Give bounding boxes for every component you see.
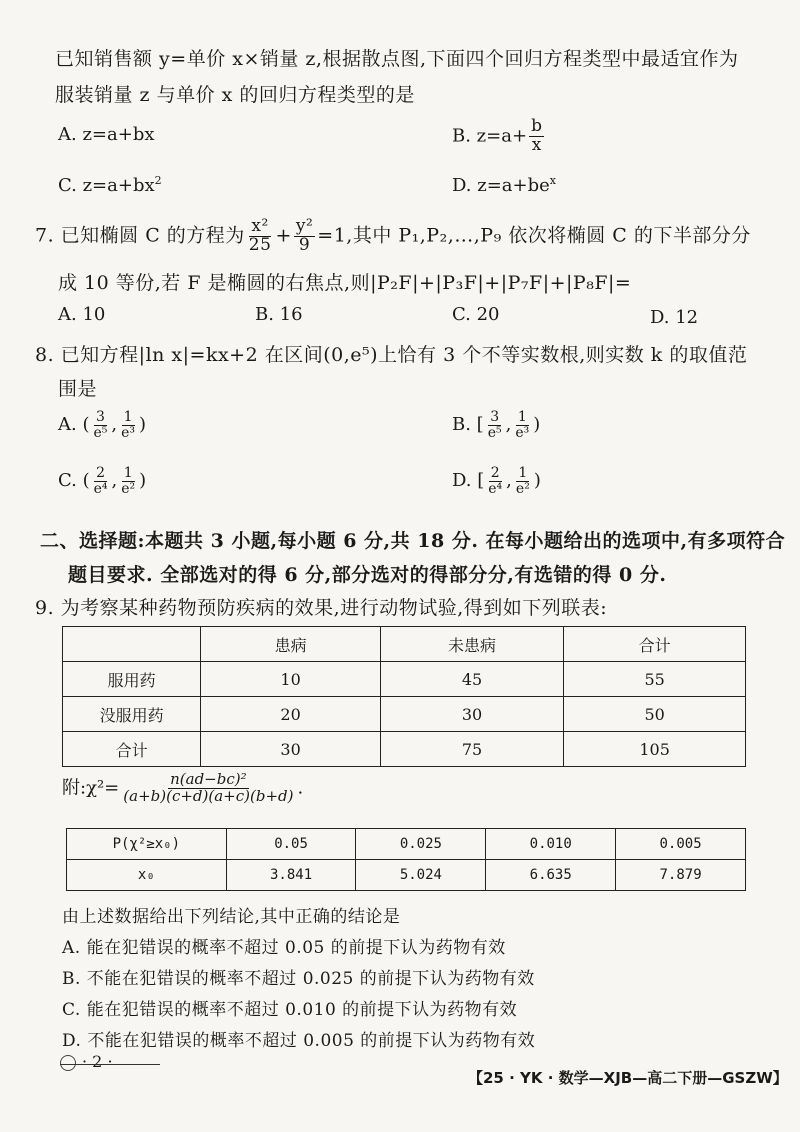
q7-prefix: 7. 已知椭圆 C 的方程为 xyxy=(35,224,245,247)
formula-prefix: 附:χ²= xyxy=(62,777,120,799)
table-cell: 0.010 xyxy=(486,829,616,860)
table-cell: P(χ²≥x₀) xyxy=(67,829,227,860)
table-header-cell xyxy=(63,627,201,662)
formula-fraction xyxy=(121,772,295,805)
section-2-heading-line-1: 二、选择题:本题共 3 小题,每小题 6 分,共 18 分. 在每小题给出的选项中,有多项符合 xyxy=(40,530,786,552)
q9-option-d: D. 不能在犯错误的概率不超过 0.005 的前提下认为药物有效 xyxy=(62,1031,536,1051)
q7-line-1 xyxy=(35,218,751,255)
table-row xyxy=(63,732,746,767)
q8-option-b-suffix: ) xyxy=(533,414,541,436)
q9-intro: 9. 为考察某种药物预防疾病的效果,进行动物试验,得到如下列联表: xyxy=(35,597,608,619)
table-header-row xyxy=(63,627,746,662)
q9-option-b: B. 不能在犯错误的概率不超过 0.025 的前提下认为药物有效 xyxy=(62,969,535,989)
q8-option-d: D. [ $\frac{2}{\text{e⁴}}$ , $\frac{1}{\text{e²}}$ ) xyxy=(452,465,541,497)
q7-fraction-x-numerator: x² xyxy=(251,216,269,236)
table-cell: 30 xyxy=(201,732,381,767)
table-cell: 0.005 xyxy=(616,829,746,860)
table-header-cell: 未患病 xyxy=(380,627,563,662)
q8-option-c-suffix: ) xyxy=(139,470,147,492)
q8-option-c-numerator-1: 2 xyxy=(96,465,106,481)
q8-option-b-fraction-1 xyxy=(486,410,504,440)
critical-values-table xyxy=(66,828,746,891)
q6-option-b-prefix: B. z=a+ xyxy=(452,125,528,147)
q7-fraction-y-numerator: y² xyxy=(295,216,314,236)
table-cell: 0.025 xyxy=(356,829,486,860)
table-cell: 合计 xyxy=(63,732,201,767)
q8-option-d-fraction-1 xyxy=(486,466,504,496)
q7-option-b: B. 16 xyxy=(255,304,303,325)
table-cell: x₀ xyxy=(67,860,227,891)
footer-rule xyxy=(60,1064,160,1065)
table-header-cell: 患病 xyxy=(201,627,381,662)
footer-code: 【25 · YK · 数学—XJB—高二下册—GSZW】 xyxy=(468,1069,788,1087)
q8-option-c-fraction-1 xyxy=(92,466,110,496)
q6-option-a: A. z=a+bx xyxy=(58,124,155,145)
table-header-cell: 合计 xyxy=(564,627,746,662)
q8-option-c-prefix: C. ( xyxy=(58,470,90,492)
table-row xyxy=(63,697,746,732)
q8-option-d-fraction-2 xyxy=(514,466,532,496)
q8-option-b: B. [ $\frac{3}{\text{e⁵}}$ , $\frac{1}{\text{e³}}$ ) xyxy=(452,409,541,441)
q7-fraction-x xyxy=(247,218,274,255)
formula-denominator: (a+b)(c+d)(a+c)(b+d) xyxy=(123,786,294,805)
table-cell: 6.635 xyxy=(486,860,616,891)
q8-option-a-suffix: ) xyxy=(139,414,147,436)
q8-option-c-numerator-2: 1 xyxy=(123,465,133,481)
q8-option-c-fraction-2 xyxy=(119,466,137,496)
q8-option-a-denominator-1: e⁵ xyxy=(93,424,108,441)
formula-suffix: . xyxy=(297,777,304,799)
q6-line-1: 已知销售额 y=单价 x×销量 z,根据散点图,下面四个回归方程类型中最适宜作为 xyxy=(55,48,739,70)
table-row xyxy=(67,829,746,860)
table-cell: 105 xyxy=(564,732,746,767)
q6-option-d-text: D. z=a+be xyxy=(452,175,550,196)
q6-option-b-numerator: b xyxy=(531,116,542,136)
q8-option-b-numerator-1: 3 xyxy=(490,409,500,425)
publisher-logo-icon xyxy=(60,1055,76,1071)
q7-fraction-y-denominator: 9 xyxy=(298,234,311,255)
q7-option-c: C. 20 xyxy=(452,304,500,325)
table-cell: 没服用药 xyxy=(63,697,201,732)
q7-fraction-x-denominator: 25 xyxy=(248,234,272,255)
q8-option-d-denominator-1: e⁴ xyxy=(488,480,503,497)
q6-line-2: 服装销量 z 与单价 x 的回归方程类型的是 xyxy=(55,84,415,106)
q6-option-d-exponent: x xyxy=(549,174,557,187)
q8-option-a: A. ( $\frac{3}{\text{e⁵}}$ , $\frac{1}{\text{e³}}$ ) xyxy=(58,409,147,441)
q8-option-a-fraction-2 xyxy=(119,410,137,440)
table-row xyxy=(63,662,746,697)
footer-page-number xyxy=(60,1052,113,1071)
table-row xyxy=(67,860,746,891)
q8-line-2: 围是 xyxy=(58,378,98,400)
section-2-heading-line-2: 题目要求. 全部选对的得 6 分,部分选对的得部分分,有选错的得 0 分. xyxy=(68,564,667,586)
q8-option-d-suffix: ) xyxy=(533,470,541,492)
table-cell: 20 xyxy=(201,697,381,732)
q7-plus: + xyxy=(275,224,292,247)
q9-option-c: C. 能在犯错误的概率不超过 0.010 的前提下认为药物有效 xyxy=(62,1000,518,1020)
table-cell: 30 xyxy=(380,697,563,732)
table-cell: 10 xyxy=(201,662,381,697)
q8-option-b-denominator-2: e³ xyxy=(515,424,530,441)
table-cell: 50 xyxy=(564,697,746,732)
q7-option-a: A. 10 xyxy=(58,304,106,325)
q8-option-c-denominator-1: e⁴ xyxy=(93,480,108,497)
table-cell: 0.05 xyxy=(226,829,356,860)
q7-fraction-y xyxy=(294,218,315,255)
table-cell: 服用药 xyxy=(63,662,201,697)
q8-option-c-denominator-2: e² xyxy=(121,480,136,497)
q6-option-c xyxy=(58,174,162,196)
formula-numerator: n(ad−bc)² xyxy=(170,770,247,788)
q8-option-a-fraction-1 xyxy=(91,410,109,440)
table-cell: 5.024 xyxy=(356,860,486,891)
q8-option-d-numerator-1: 2 xyxy=(490,465,500,481)
q6-option-c-exponent: 2 xyxy=(154,174,162,187)
q8-option-c: C. ( $\frac{2}{\text{e⁴}}$ , $\frac{1}{\text{e²}}$ ) xyxy=(58,465,147,497)
table-cell: 55 xyxy=(564,662,746,697)
q8-option-b-numerator-2: 1 xyxy=(517,409,527,425)
table-cell: 7.879 xyxy=(616,860,746,891)
q8-option-b-fraction-2 xyxy=(513,410,531,440)
q8-line-1: 8. 已知方程|ln x|=kx+2 在区间(0,e⁵)上恰有 3 个不等实数根,则实数 k 的取值范 xyxy=(35,344,748,366)
q9-option-a: A. 能在犯错误的概率不超过 0.05 的前提下认为药物有效 xyxy=(62,938,506,958)
chi-square-formula xyxy=(62,772,303,805)
q6-option-b-denominator: x xyxy=(531,134,542,155)
q6-option-c-text: C. z=a+bx xyxy=(58,175,155,196)
q6-option-b-fraction xyxy=(529,118,544,155)
contingency-table xyxy=(62,626,746,767)
table-cell: 3.841 xyxy=(226,860,356,891)
q9-question: 由上述数据给出下列结论,其中正确的结论是 xyxy=(62,907,401,927)
q8-option-a-numerator-1: 3 xyxy=(95,409,105,425)
table-cell: 45 xyxy=(380,662,563,697)
q8-option-a-numerator-2: 1 xyxy=(123,409,133,425)
q8-option-a-denominator-2: e³ xyxy=(121,424,136,441)
q6-option-d xyxy=(452,174,556,196)
table-cell: 75 xyxy=(380,732,563,767)
q8-option-d-prefix: D. [ xyxy=(452,470,485,492)
page-number-text: · 2 · xyxy=(82,1052,113,1071)
q8-option-b-prefix: B. [ xyxy=(452,414,484,436)
q7-line-2: 成 10 等份,若 F 是椭圆的右焦点,则|P₂F|+|P₃F|+|P₇F|+|P₈F|= xyxy=(58,272,632,294)
q8-option-b-denominator-1: e⁵ xyxy=(487,424,502,441)
q7-suffix: =1,其中 P₁,P₂,…,P₉ 依次将椭圆 C 的下半部分分 xyxy=(317,224,751,247)
q6-option-b xyxy=(452,118,546,155)
q8-option-a-prefix: A. ( xyxy=(58,414,90,436)
q7-option-d: D. 12 xyxy=(650,307,699,328)
q8-option-d-numerator-2: 1 xyxy=(518,465,528,481)
q8-option-d-denominator-2: e² xyxy=(515,480,530,497)
